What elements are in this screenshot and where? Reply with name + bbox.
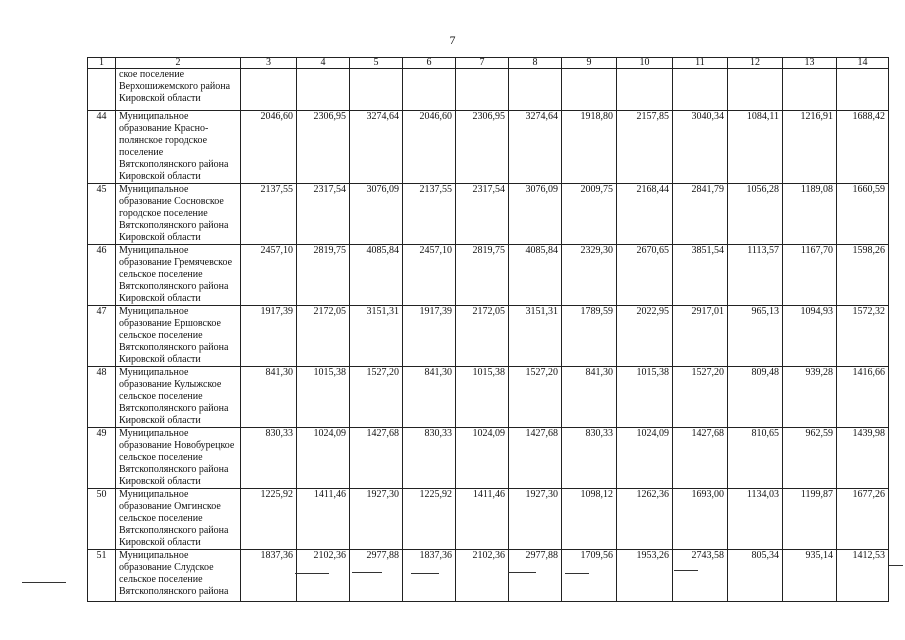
value-cell (403, 69, 456, 111)
table-row (88, 428, 889, 489)
value-cell: 962,59 (783, 428, 837, 489)
value-cell: 1527,20 (509, 367, 562, 428)
value-cell: 1572,32 (837, 306, 889, 367)
column-header: 1 (88, 58, 116, 69)
value-cell: 1527,20 (673, 367, 728, 428)
value-cell: 1677,26 (837, 489, 889, 550)
value-cell: 1427,68 (350, 428, 403, 489)
row-number: 47 (88, 306, 116, 367)
column-header: 11 (673, 58, 728, 69)
municipality-name: Муниципальное образование Новобурецкое сельское поселение Вятскополянского района Кировской области (116, 428, 241, 489)
value-cell: 2172,05 (297, 306, 350, 367)
value-cell: 1416,66 (837, 367, 889, 428)
value-cell: 939,28 (783, 367, 837, 428)
municipality-name: Муниципальное образование Сосновское городское поселение Вятскополянского района Кировской области (116, 184, 241, 245)
value-cell: 830,33 (241, 428, 297, 489)
value-cell: 2306,95 (456, 111, 509, 184)
value-cell: 1918,80 (562, 111, 617, 184)
value-cell: 1427,68 (673, 428, 728, 489)
row-number: 46 (88, 245, 116, 306)
value-cell: 1927,30 (509, 489, 562, 550)
value-cell: 1056,28 (728, 184, 783, 245)
value-cell: 965,13 (728, 306, 783, 367)
value-cell: 1412,53 (837, 550, 889, 602)
value-cell: 1098,12 (562, 489, 617, 550)
value-cell: 2317,54 (456, 184, 509, 245)
scan-mark-right (889, 565, 903, 566)
row-number: 50 (88, 489, 116, 550)
column-header: 7 (456, 58, 509, 69)
column-header: 9 (562, 58, 617, 69)
value-cell: 1225,92 (241, 489, 297, 550)
value-cell: 2457,10 (403, 245, 456, 306)
value-cell: 1225,92 (403, 489, 456, 550)
table-row (88, 550, 889, 602)
value-cell: 3274,64 (350, 111, 403, 184)
value-cell: 1427,68 (509, 428, 562, 489)
value-cell: 1015,38 (456, 367, 509, 428)
value-cell: 4085,84 (350, 245, 403, 306)
row-number: 49 (88, 428, 116, 489)
value-cell: 1439,98 (837, 428, 889, 489)
column-header: 5 (350, 58, 403, 69)
value-cell: 1411,46 (297, 489, 350, 550)
value-cell: 2743,58 (673, 550, 728, 602)
value-cell: 2102,36 (456, 550, 509, 602)
value-cell: 1917,39 (403, 306, 456, 367)
value-cell: 1024,09 (297, 428, 350, 489)
value-cell: 1837,36 (241, 550, 297, 602)
municipality-name: Муниципальное образование Кулыжское сельское поселение Вятскополянского района Кировской области (116, 367, 241, 428)
value-cell (456, 69, 509, 111)
table-row (88, 306, 889, 367)
value-cell: 1837,36 (403, 550, 456, 602)
row-number: 51 (88, 550, 116, 602)
value-cell: 2172,05 (456, 306, 509, 367)
value-cell: 2670,65 (617, 245, 673, 306)
value-cell: 841,30 (241, 367, 297, 428)
value-cell: 2157,85 (617, 111, 673, 184)
value-cell: 2819,75 (456, 245, 509, 306)
value-cell: 1113,57 (728, 245, 783, 306)
value-cell (783, 69, 837, 111)
value-cell (350, 69, 403, 111)
municipality-name: Муниципальное образование Омгинское сельское поселение Вятскополянского района Кировской области (116, 489, 241, 550)
value-cell: 1789,59 (562, 306, 617, 367)
value-cell: 1411,46 (456, 489, 509, 550)
underline-mark (565, 573, 589, 574)
value-cell: 809,48 (728, 367, 783, 428)
tariff-table (87, 57, 889, 602)
value-cell: 1693,00 (673, 489, 728, 550)
value-cell: 3151,31 (509, 306, 562, 367)
value-cell (241, 69, 297, 111)
value-cell: 2457,10 (241, 245, 297, 306)
value-cell: 2046,60 (241, 111, 297, 184)
value-cell: 1189,08 (783, 184, 837, 245)
value-cell: 2841,79 (673, 184, 728, 245)
value-cell: 2102,36 (297, 550, 350, 602)
value-cell: 810,65 (728, 428, 783, 489)
value-cell: 1084,11 (728, 111, 783, 184)
value-cell: 3151,31 (350, 306, 403, 367)
value-cell: 3274,64 (509, 111, 562, 184)
scan-mark-left (22, 582, 66, 583)
value-cell (837, 69, 889, 111)
value-cell: 2317,54 (297, 184, 350, 245)
value-cell: 1024,09 (456, 428, 509, 489)
value-cell: 841,30 (403, 367, 456, 428)
value-cell: 4085,84 (509, 245, 562, 306)
value-cell (509, 69, 562, 111)
column-header: 4 (297, 58, 350, 69)
value-cell: 1094,93 (783, 306, 837, 367)
value-cell: 3076,09 (350, 184, 403, 245)
column-header: 14 (837, 58, 889, 69)
value-cell: 2046,60 (403, 111, 456, 184)
value-cell: 2329,30 (562, 245, 617, 306)
value-cell: 1660,59 (837, 184, 889, 245)
underline-mark (674, 570, 698, 571)
value-cell: 1216,91 (783, 111, 837, 184)
value-cell: 1917,39 (241, 306, 297, 367)
column-header: 2 (116, 58, 241, 69)
underline-mark (295, 573, 329, 574)
value-cell: 1709,56 (562, 550, 617, 602)
underline-mark (411, 573, 439, 574)
value-cell: 2168,44 (617, 184, 673, 245)
value-cell: 1953,26 (617, 550, 673, 602)
value-cell: 935,14 (783, 550, 837, 602)
value-cell: 2009,75 (562, 184, 617, 245)
value-cell: 1688,42 (837, 111, 889, 184)
column-header: 8 (509, 58, 562, 69)
value-cell: 1015,38 (617, 367, 673, 428)
table-row (88, 69, 889, 111)
row-number: 44 (88, 111, 116, 184)
value-cell: 2022,95 (617, 306, 673, 367)
municipality-name: Муниципальное образование Гремячевское сельское поселение Вятскополянского района Кировской области (116, 245, 241, 306)
column-header: 13 (783, 58, 837, 69)
underline-mark (508, 572, 536, 573)
value-cell: 830,33 (403, 428, 456, 489)
municipality-name: Муниципальное образование Краснополянское городское поселение Вятскополянского района Кировской области (116, 111, 241, 184)
value-cell: 1527,20 (350, 367, 403, 428)
value-cell: 2137,55 (403, 184, 456, 245)
column-header: 6 (403, 58, 456, 69)
table-row (88, 111, 889, 184)
table-row (88, 489, 889, 550)
value-cell: 2306,95 (297, 111, 350, 184)
value-cell (562, 69, 617, 111)
row-number (88, 69, 116, 111)
value-cell: 2977,88 (509, 550, 562, 602)
value-cell (673, 69, 728, 111)
value-cell: 3851,54 (673, 245, 728, 306)
value-cell: 3040,34 (673, 111, 728, 184)
column-header: 3 (241, 58, 297, 69)
value-cell: 1927,30 (350, 489, 403, 550)
value-cell: 1262,36 (617, 489, 673, 550)
value-cell (617, 69, 673, 111)
value-cell: 2917,01 (673, 306, 728, 367)
value-cell: 805,34 (728, 550, 783, 602)
municipality-name: ское поселение Верхошижемского района Кировской области (116, 69, 241, 111)
value-cell (297, 69, 350, 111)
value-cell: 841,30 (562, 367, 617, 428)
column-header: 10 (617, 58, 673, 69)
table-row (88, 367, 889, 428)
value-cell: 2977,88 (350, 550, 403, 602)
page-number: 7 (449, 33, 456, 47)
municipality-name: Муниципальное образование Ершовское сельское поселение Вятскополянского района Кировской области (116, 306, 241, 367)
row-number: 48 (88, 367, 116, 428)
value-cell: 830,33 (562, 428, 617, 489)
value-cell: 1024,09 (617, 428, 673, 489)
value-cell (728, 69, 783, 111)
underline-mark (352, 572, 382, 573)
column-header-row (88, 58, 889, 69)
value-cell: 1598,26 (837, 245, 889, 306)
value-cell: 1015,38 (297, 367, 350, 428)
value-cell: 3076,09 (509, 184, 562, 245)
municipality-name: Муниципальное образование Слудское сельское поселение Вятскополянского района (116, 550, 241, 602)
value-cell: 2137,55 (241, 184, 297, 245)
value-cell: 1167,70 (783, 245, 837, 306)
column-header: 12 (728, 58, 783, 69)
table-row (88, 184, 889, 245)
value-cell: 1134,03 (728, 489, 783, 550)
value-cell: 2819,75 (297, 245, 350, 306)
row-number: 45 (88, 184, 116, 245)
value-cell: 1199,87 (783, 489, 837, 550)
table-row (88, 245, 889, 306)
